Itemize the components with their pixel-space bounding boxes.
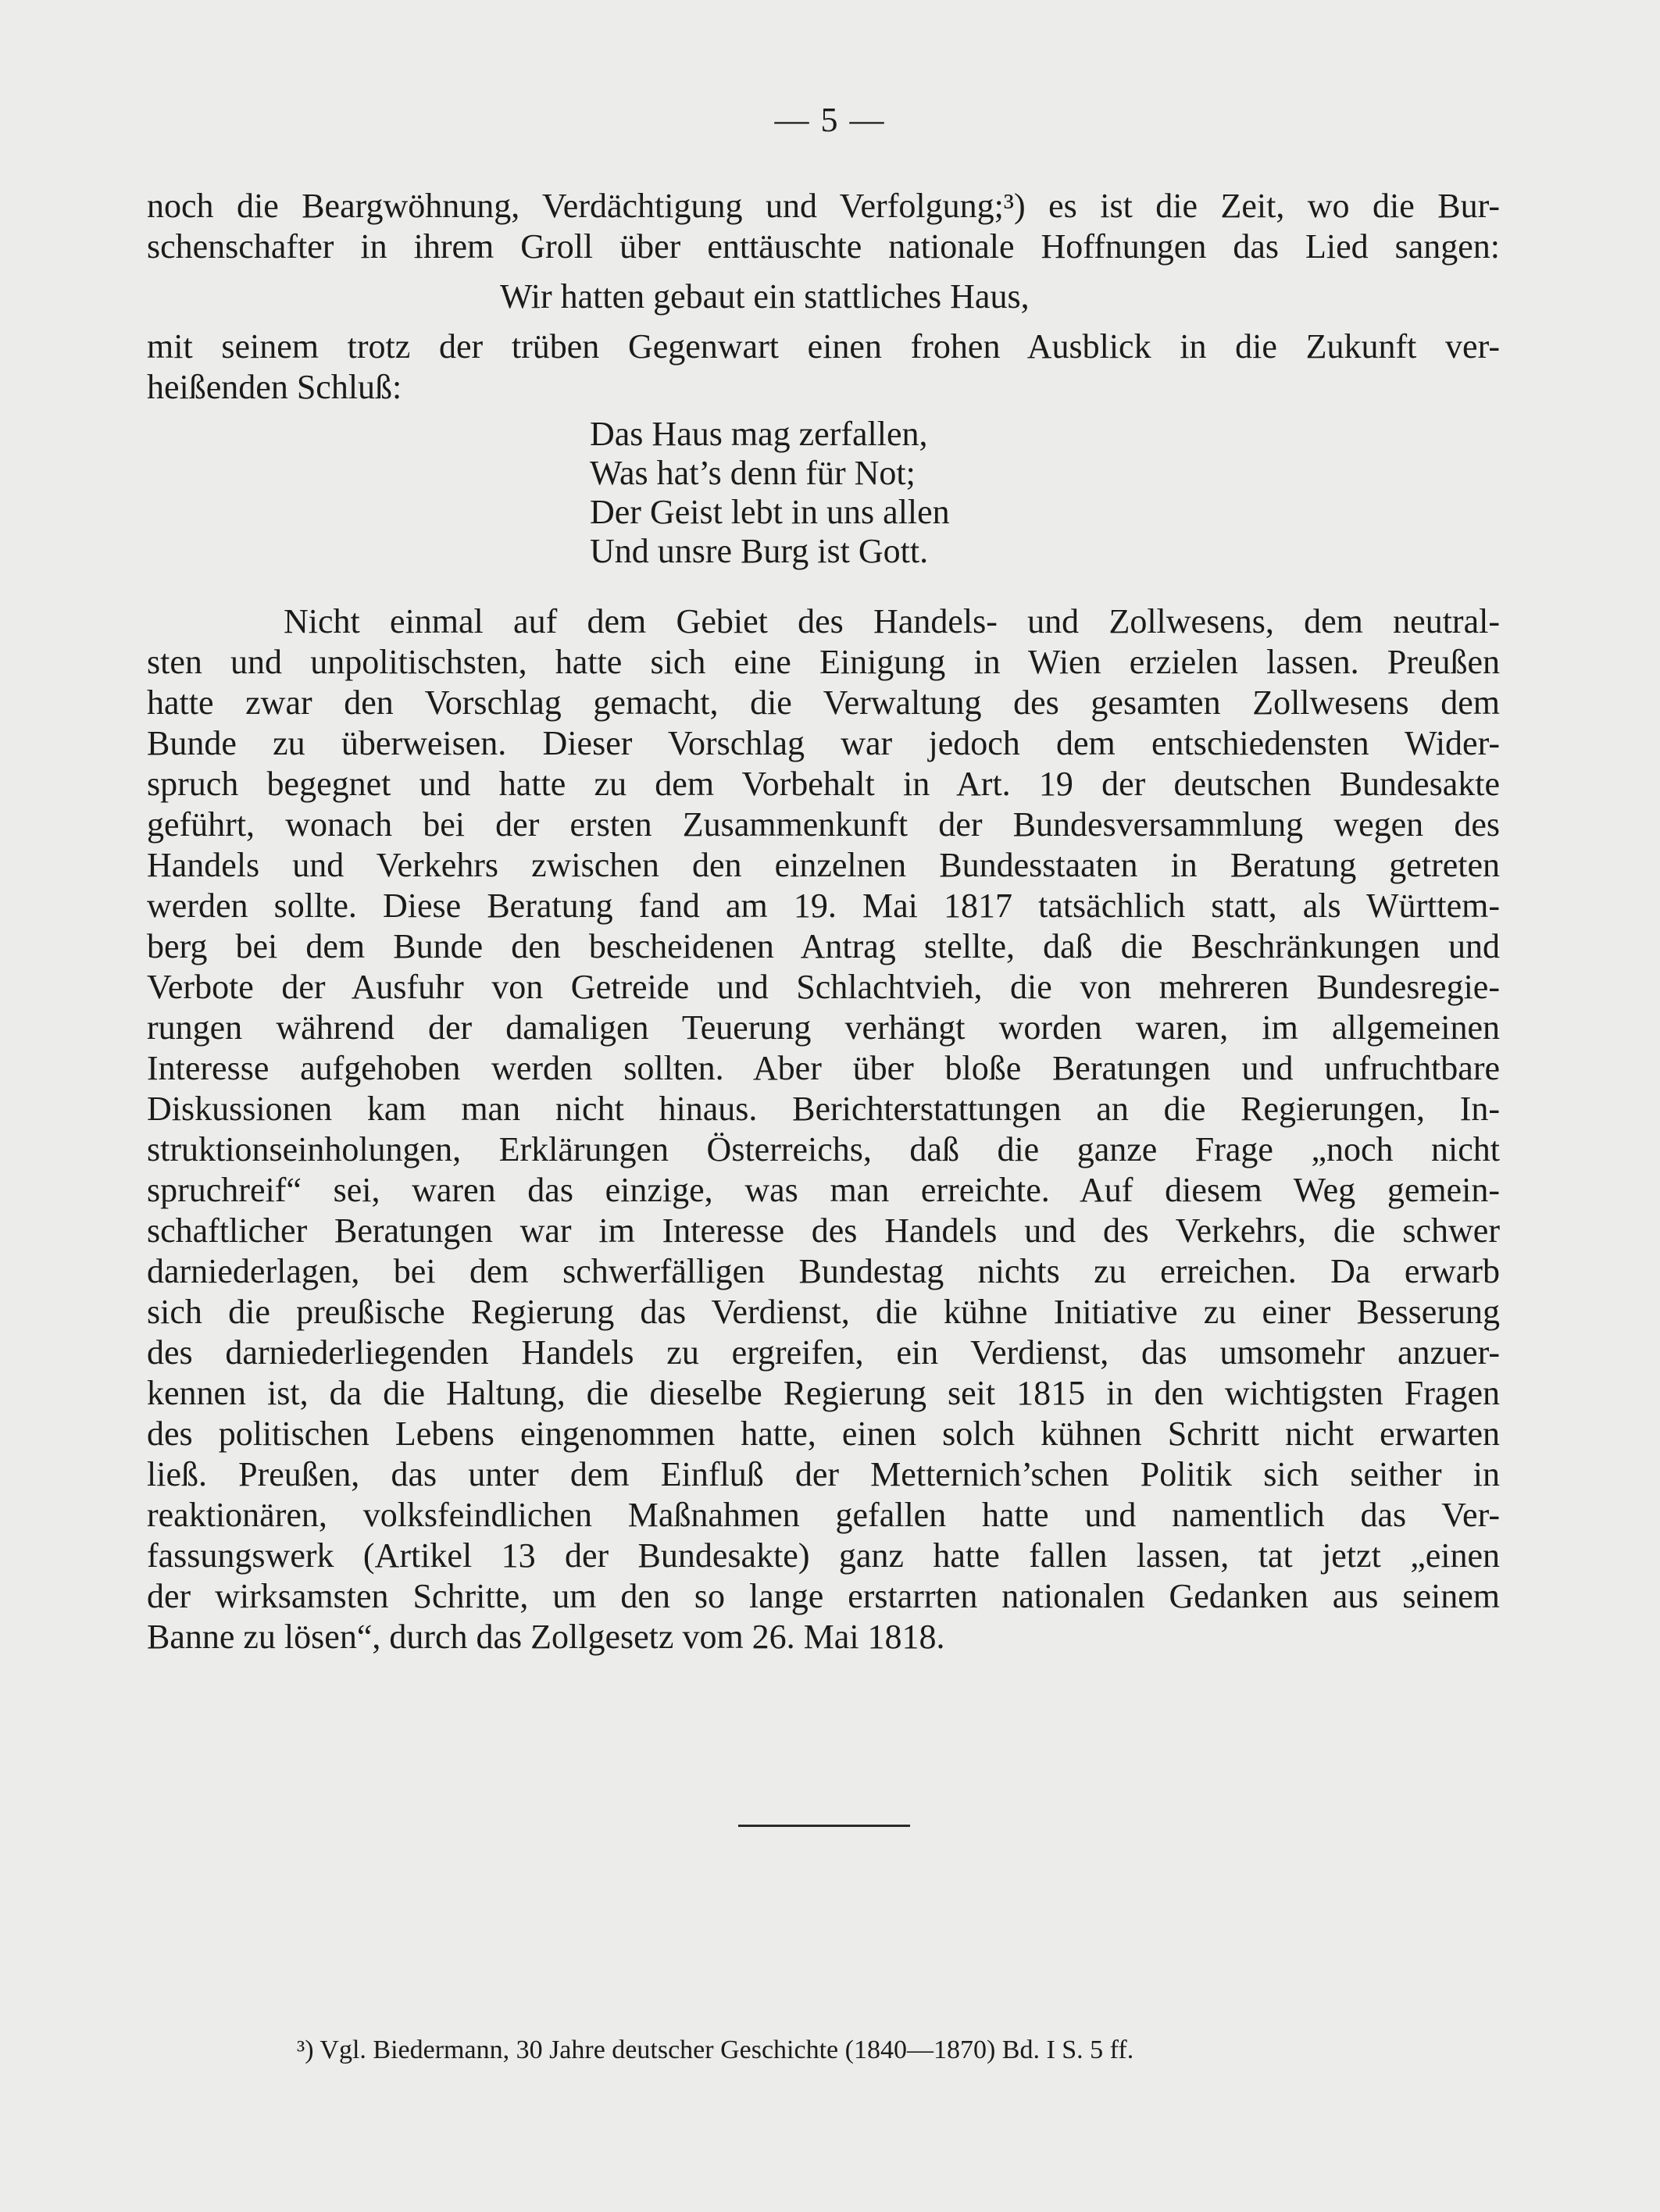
text-line: noch die Beargwöhnung, Verdächtigung und Verfolgung;³) es ist die Zeit, wo die Bur- <box>147 187 1500 225</box>
text-line: rungen während der damaligen Teuerung verhängt worden waren, im allgemeinen <box>147 1008 1500 1047</box>
text-line: mit seinem trotz der trüben Gegenwart einen frohen Ausblick in die Zukunft ver- <box>147 327 1500 366</box>
text-line: geführt, wonach bei der ersten Zusammenkunft der Bundesversammlung wegen des <box>147 805 1500 844</box>
verse-line: Was hat’s denn für Not; <box>590 454 916 492</box>
text-line: Nicht einmal auf dem Gebiet des Handels- und Zollwesens, dem neutral- <box>284 602 1500 640</box>
text-line: spruchreif“ sei, waren das einzige, was man erreichte. Auf diesem Weg gemein- <box>147 1171 1500 1209</box>
text-line: Diskussionen kam man nicht hinaus. Berichterstattungen an die Regierungen, In- <box>147 1090 1500 1128</box>
footnote-divider <box>738 1825 910 1827</box>
footnote: ³) Vgl. Biedermann, 30 Jahre deutscher Geschichte (1840—1870) Bd. I S. 5 ff. <box>297 2035 1134 2064</box>
text-line: schenschafter in ihrem Groll über enttäuschte nationale Hoffnungen das Lied sangen: <box>147 227 1500 266</box>
text-line: werden sollte. Diese Beratung fand am 19. Mai 1817 tatsächlich statt, als Württem- <box>147 887 1500 925</box>
text-line: kennen ist, da die Haltung, die dieselbe Regierung seit 1815 in den wichtigsten Fragen <box>147 1374 1500 1412</box>
text-line: heißenden Schluß: <box>147 368 402 406</box>
text-line: reaktionären, volksfeindlichen Maßnahmen gefallen hatte und namentlich das Ver- <box>147 1496 1500 1534</box>
text-line: der wirksamsten Schritte, um den so lange erstarrten nationalen Gedanken aus seinem <box>147 1577 1500 1615</box>
page-number: — 5 — <box>774 101 886 139</box>
verse-line: Und unsre Burg ist Gott. <box>590 532 929 570</box>
text-line: hatte zwar den Vorschlag gemacht, die Verwaltung des gesamten Zollwesens dem <box>147 683 1500 722</box>
text-line: Handels und Verkehrs zwischen den einzelnen Bundesstaaten in Beratung getreten <box>147 846 1500 884</box>
text-line: ließ. Preußen, das unter dem Einfluß der Metternich’schen Politik sich seither in <box>147 1455 1500 1493</box>
verse-line: Wir hatten gebaut ein stattliches Haus, <box>500 277 1030 316</box>
text-line: struktionseinholungen, Erklärungen Österreichs, daß die ganze Frage „noch nicht <box>147 1130 1500 1168</box>
text-line: schaftlicher Beratungen war im Interesse des Handels und des Verkehrs, die schwer <box>147 1211 1500 1250</box>
text-line: des politischen Lebens eingenommen hatte, einen solch kühnen Schritt nicht erwarten <box>147 1415 1500 1453</box>
verse-line: Der Geist lebt in uns allen <box>590 493 950 531</box>
text-line: fassungswerk (Artikel 13 der Bundesakte) ganz hatte fallen lassen, tat jetzt „einen <box>147 1536 1500 1575</box>
text-line: berg bei dem Bunde den bescheidenen Antrag stellte, daß die Beschränkungen und <box>147 927 1500 965</box>
text-line: darniederlagen, bei dem schwerfälligen Bundestag nichts zu erreichen. Da erwarb <box>147 1252 1500 1290</box>
text-line: spruch begegnet und hatte zu dem Vorbehalt in Art. 19 der deutschen Bundesakte <box>147 765 1500 803</box>
text-line: Interesse aufgehoben werden sollten. Aber über bloße Beratungen und unfruchtbare <box>147 1049 1500 1087</box>
verse-line: Das Haus mag zerfallen, <box>590 415 928 453</box>
text-line: sich die preußische Regierung das Verdienst, die kühne Initiative zu einer Besserung <box>147 1293 1500 1331</box>
text-line: Bunde zu überweisen. Dieser Vorschlag war jedoch dem entschiedensten Wider- <box>147 724 1500 762</box>
text-line: des darniederliegenden Handels zu ergreifen, ein Verdienst, das umsomehr anzuer- <box>147 1333 1500 1372</box>
text-line: Verbote der Ausfuhr von Getreide und Schlachtvieh, die von mehreren Bundesregie- <box>147 968 1500 1006</box>
text-line: sten und unpolitischsten, hatte sich eine Einigung in Wien erzielen lassen. Preußen <box>147 643 1500 681</box>
text-line: Banne zu lösen“, durch das Zollgesetz vom 26. Mai 1818. <box>147 1618 945 1656</box>
